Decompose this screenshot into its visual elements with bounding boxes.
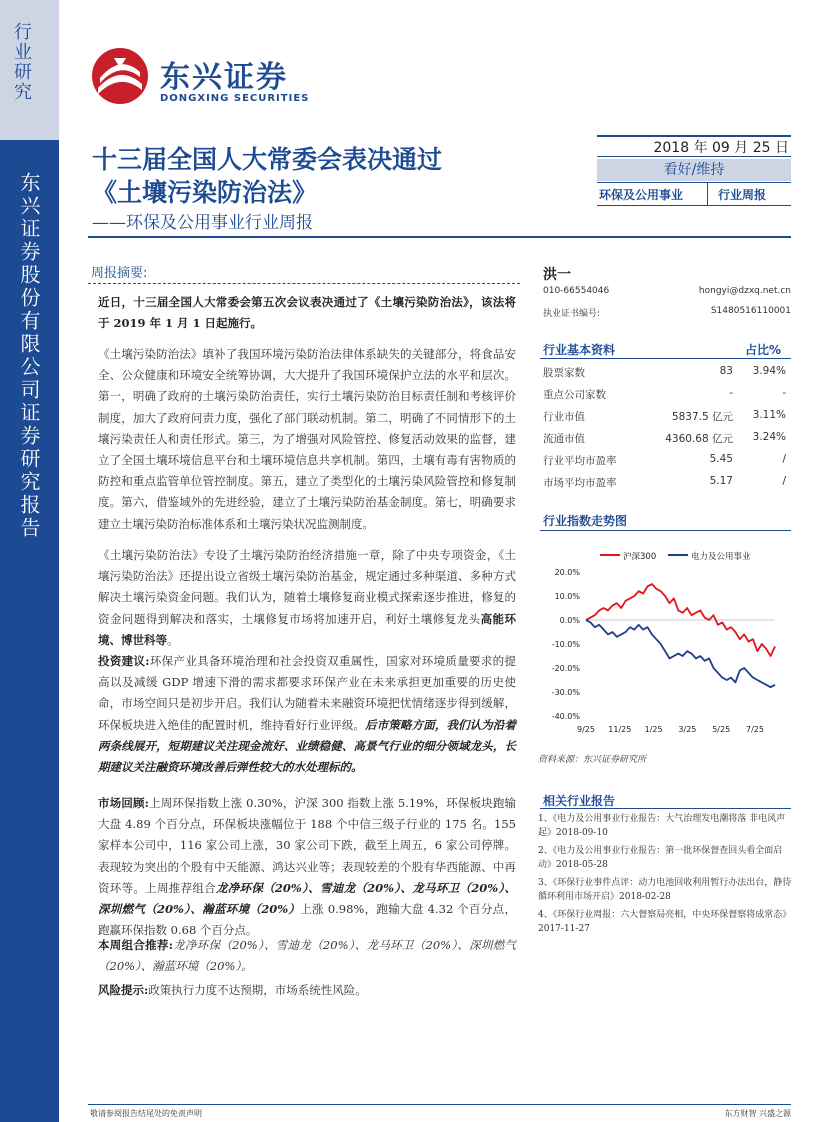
row-value: 5837.5 亿元 [671,411,733,423]
market-portfolio: 龙净环保（20%）、雪迪龙（20%）、龙马环卫（20%）、深圳燃气（20%）、瀚蓝环境（20%） [98,880,516,917]
row-label: 流通市值 [543,433,585,445]
related-report-title: 1、《电力及公用事业行业报告：大气治理发电潮将落 非电风声起》 [538,814,786,838]
footer-divider [88,1104,791,1105]
x-tick-label: 7/25 [746,725,764,734]
row-pct: 3.24% [752,431,786,443]
table-row [543,383,791,405]
sidebar-category-label: 行业研究 [11,22,32,102]
rating-box-rule [597,156,791,157]
report-date: 2018 年 09 月 25 日 [653,140,789,156]
related-reports-divider [540,808,791,809]
investment-text: 环保产业具备环境治理和社会投资双重属性，国家对环境质量要求的提高以及减缓 GDP 增速下滑的需求都要求环保产业在未来承担更加重要的历史使命，市场空间只是初步开启。我们认为随着未来融资环境把忧情绪逐步得到缓解，环保板块进入绝佳的配置时机，维持看好行业评级。 [98,654,516,732]
sidebar-company-label: 东兴证券股份有限公司证券研究报告 [17,172,41,540]
paragraph-2-highlight: 高能环境、博世科等 [98,611,517,647]
y-tick-label: 10.0% [554,592,580,601]
related-report-date: 2018-09-10 [556,827,608,838]
portfolio-label: 本周组合推荐: [98,938,173,952]
related-report-item[interactable] [538,877,793,904]
x-tick-label: 1/25 [644,725,663,734]
y-tick-label: -20.0% [551,664,580,673]
basic-info-heading: 行业基本资料 [543,343,616,357]
analyst-phone: 010-66554046 [543,286,610,296]
portfolio-text: 龙净环保（20%）、雪迪龙（20%）、龙马环卫（20%）、深圳燃气（20%）、瀚蓝环境（20%）。 [98,938,517,974]
row-pct: / [782,475,786,487]
related-report-title: 3、《环保行业事件点评：动力电池回收利用暂行办法出台，静待循环利用市场开启》 [538,878,792,902]
related-report-date: 2017-11-27 [538,923,590,934]
row-label: 市场平均市盈率 [543,477,617,489]
analyst-email[interactable]: hongyi@dzxq.net.cn [698,286,791,296]
risk-warning [98,980,516,1001]
x-tick-label: 3/25 [678,725,697,734]
title-divider [88,236,791,238]
investment-strategy: 后市策略方面，我们认为沿着两条线展开，短期建议关注现金流好、业绩稳健、高景气行业的细分领域龙头，长期建议关注融资环境改善后弹性较大的水处理标的。 [98,717,517,775]
y-tick-label: 20.0% [554,568,580,577]
portfolio-recommendation [98,935,516,977]
related-report-item[interactable] [538,909,793,936]
summary-divider [88,283,520,285]
table-row [543,361,791,383]
table-row [543,427,791,449]
chart-source: 资料来源：东兴证券研究所 [538,755,647,765]
risk-text: 政策执行力度不达预期，市场系统性风险。 [148,983,367,997]
y-tick-label: 0.0% [559,616,580,625]
trend-divider [540,530,791,531]
summary-paragraph-1: 《土壤污染防治法》填补了我国环境污染防治法律体系缺失的关键部分，将食品安全、公众健康和环境安全统筹协调，大大提升了我国环境保护立法的水平和层次。第一，明确了政府的土壤污染防治责任，实行土壤污染防治目标责任制和考核评价制度，加大了政府问责力度，强化了部门联动机制。第二，明确了不同情形下的土壤污染责任人和责任形式。第三，为了增强对风险管控、修复活动效果的监督，建立了全国土壤环境信息平台和土壤环境信息共享机制。第四，土壤有毒有害物质的防控和重点监管单位管控制度。第五，建立了类型化的土壤污染风险管控和修复制度。第六，借鉴域外的先进经验，建立了土壤污染防治基金制度。第七，明确要求建立土壤污染防治标准体系和土壤污染状况监测制度。 [98,347,516,531]
row-pct: - [782,387,786,399]
rating-box-rule [597,182,791,183]
row-value: 5.17 [709,475,733,487]
row-label: 行业市值 [543,411,585,423]
series-line-utilities [586,620,775,687]
row-value: 5.45 [709,453,733,465]
table-row [543,405,791,427]
row-value: - [729,387,733,399]
table-row [543,471,791,493]
report-title-line1: 十三届全国人大常委会表决通过 [92,145,443,174]
report-type: 行业周报 [718,188,767,202]
row-label: 股票家数 [543,367,585,379]
market-text-end: 上涨 0.98%，跑输大盘 4.32 个百分点，跑赢环保指数 0.68 个百分点。 [98,902,516,938]
paragraph-2-end: 。 [167,632,179,647]
report-subtitle: ——环保及公用事业行业周报 [92,213,313,233]
x-tick-label: 9/25 [577,725,595,734]
x-tick-label: 11/25 [608,725,632,734]
industry-name: 环保及公用事业 [599,188,684,202]
row-pct: 3.94% [752,365,786,377]
summary-heading: 周报摘要: [91,266,148,281]
market-review [98,793,516,941]
x-tick-label: 5/25 [712,725,731,734]
logo-name-cn: 东兴证券 [160,60,288,95]
related-report-title: 4、《环保行业周报：六大督察局亮相，中央环保督察将成常态》 [538,910,792,920]
logo-name-en: DONGXING SECURITIES [160,93,310,104]
paragraph-2-text: 《土壤污染防治法》专设了土壤污染防治经济措施一章，除了中央专项资金，《土壤污染防治法》还提出设立省级土壤污染防治基金，规定通过多种渠道、多种方式解决土壤污染资金问题。我们认为，随着土壤修复商业模式探索逐步推进，修复的资金问题得到解决和落实，土壤修复市场将加速开启，利好土壤修复龙头 [98,548,516,626]
y-tick-label: -30.0% [551,688,580,697]
cert-label: 执业证书编号: [543,309,601,319]
risk-label: 风险提示: [98,983,149,997]
related-report-title: 2、《电力及公用事业行业报告：第一批环保督查回头看全面启动》 [538,846,783,870]
y-tick-label: -10.0% [551,640,580,649]
related-report-item[interactable] [538,813,793,840]
related-report-item[interactable] [538,845,793,872]
related-report-date: 2018-05-28 [556,859,608,870]
investment-label: 投资建议: [98,654,150,668]
legend-label-utilities: 电力及公用事业 [691,552,751,562]
row-pct: 3.11% [752,409,786,421]
rating-box-divider [707,183,708,205]
analyst-name: 洪一 [543,267,571,283]
industry-rating: 看好/维持 [597,159,791,181]
row-value: 4360.68 亿元 [665,433,733,445]
row-value: 83 [719,365,733,377]
report-title-line2: 《土壤污染防治法》 [92,178,318,207]
basic-info-pct-header: 占比% [745,343,782,357]
market-label: 市场回顾: [98,796,149,810]
summary-paragraph-2 [98,545,516,651]
table-row [543,449,791,471]
y-tick-label: -40.0% [551,712,580,721]
row-pct: / [782,453,786,465]
investment-advice [98,651,516,778]
footer-disclaimer: 敬请参阅报告结尾处的免责声明 [90,1109,202,1118]
cert-number: S1480516110001 [710,306,791,316]
industry-trend-chart [540,545,795,745]
market-text: 上周环保指数上涨 0.30%，沪深 300 指数上涨 5.19%，环保板块跑输大盘 4.89 个百分点，环保板块涨幅位于 188 个中信三级子行业的 175 名。155 家样本公司中，116 家公司上涨，30 家公司下跌，截至上周五，6 家公司停牌。表现较为突出的个股有中天能源、鸿达兴业等；表现较差的个股有华西能源、中再资环等。上周推荐组合 [98,796,516,895]
rating-box-bottom-rule [597,205,791,206]
row-label: 重点公司家数 [543,389,606,401]
trend-heading: 行业指数走势图 [543,514,628,528]
related-report-date: 2018-02-28 [619,891,671,902]
legend-label-hs300: 沪深300 [623,552,657,562]
related-reports-heading: 相关行业报告 [543,794,616,808]
row-label: 行业平均市盈率 [543,455,617,467]
basic-info-divider [540,358,791,359]
footer-slogan: 东方财智 兴盛之源 [724,1109,791,1118]
summary-lead: 近日，十三届全国人大常委会第五次会议表决通过了《土壤污染防治法》，该法将于 2019 年 1 月 1 日起施行。 [98,295,516,331]
